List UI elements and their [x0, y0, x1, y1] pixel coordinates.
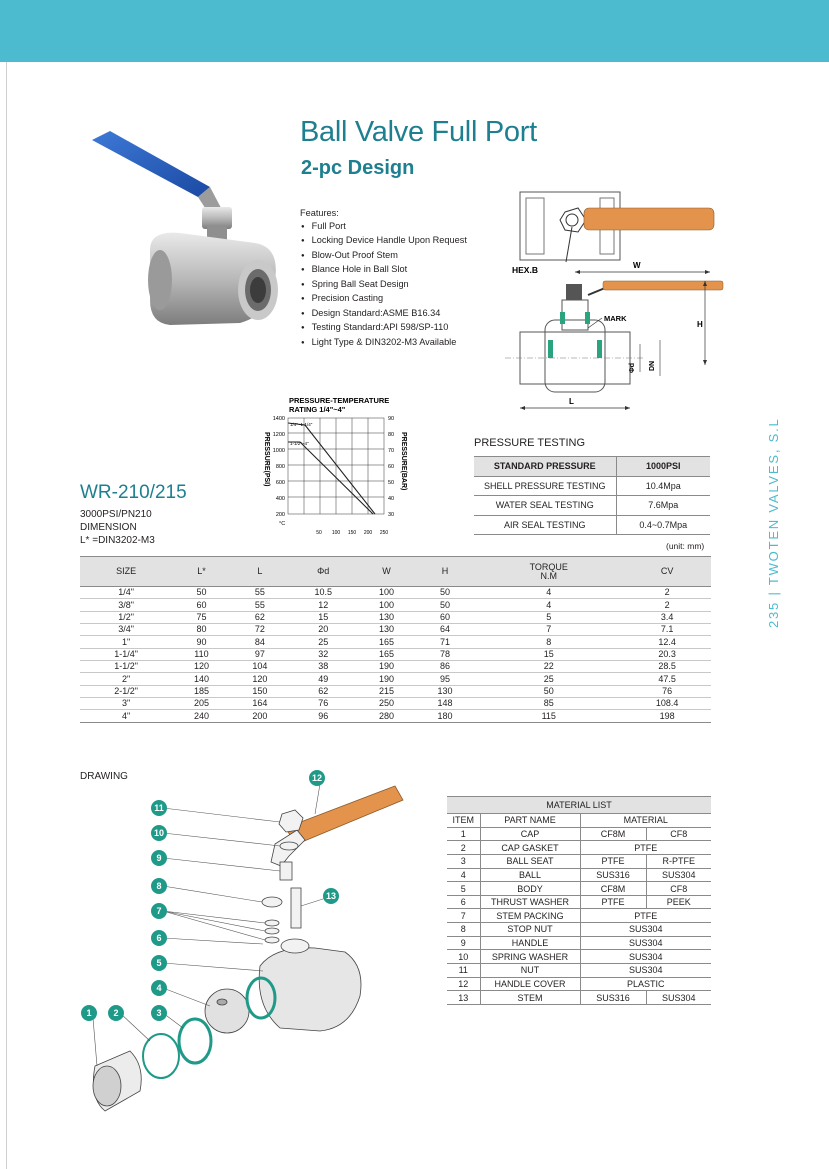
hex-label: HEX.B: [512, 265, 538, 275]
table-cell: 75: [172, 611, 230, 623]
table-cell: 55: [231, 599, 289, 611]
callout-8: [151, 878, 167, 894]
table-cell: 1/4": [80, 587, 172, 599]
pressure-testing-heading: PRESSURE TESTING: [474, 437, 586, 449]
table-cell: 47.5: [623, 673, 711, 685]
table-cell: 1: [447, 827, 480, 841]
table-cell: 148: [416, 698, 474, 710]
psi-tick: 200: [275, 512, 285, 518]
material-list-table: [447, 796, 711, 1005]
table-row: [80, 587, 711, 599]
bar-tick: 80: [388, 432, 395, 438]
table-cell: 95: [416, 673, 474, 685]
callout-7: [151, 903, 167, 919]
table-cell: 8: [447, 923, 480, 937]
pd-label: Φd: [629, 362, 636, 373]
table-cell: SUS316: [580, 868, 646, 882]
table-cell: 86: [416, 661, 474, 673]
pressure-testing-table: [474, 456, 710, 535]
table-row: [447, 936, 711, 950]
table-cell: 55: [231, 587, 289, 599]
bar-axis-label: PRESSURE(BAR): [400, 432, 407, 491]
table-cell: 96: [289, 710, 357, 722]
table-cell: 76: [623, 685, 711, 697]
bar-tick: 90: [388, 416, 395, 422]
table-row: [447, 923, 711, 937]
column-header: Φd: [289, 557, 357, 587]
pressure-temperature-chart: [255, 392, 415, 542]
table-cell: NUT: [480, 964, 580, 978]
table-row: SHELL PRESSURE TESTING 10.4Mpa: [474, 476, 710, 496]
table-cell: 2: [623, 599, 711, 611]
pt-line-large: [288, 442, 373, 514]
table-cell: 49: [289, 673, 357, 685]
features-list: [300, 220, 467, 351]
svg-text:7: 7: [156, 906, 162, 916]
table-cell: 50: [416, 599, 474, 611]
table-cell: 4: [447, 868, 480, 882]
dimension-label: DIMENSION: [80, 522, 137, 533]
table-cell: 20.3: [623, 648, 711, 660]
table-row: [80, 710, 711, 722]
table-cell: CAP GASKET: [480, 841, 580, 855]
table-cell: 150: [231, 685, 289, 697]
feature-item: ● Spring Ball Seat Design: [300, 278, 467, 293]
table-cell: 115: [474, 710, 623, 722]
callout-12: [309, 770, 325, 786]
table-cell: 50: [474, 685, 623, 697]
table-cell: 130: [357, 611, 415, 623]
feature-item: ● Full Port: [300, 220, 467, 235]
table-cell: 38: [289, 661, 357, 673]
table-cell: 76: [289, 698, 357, 710]
table-cell: 25: [289, 636, 357, 648]
table-row: [447, 841, 711, 855]
table-row: [447, 854, 711, 868]
table-cell: 60: [172, 599, 230, 611]
table-cell: 200: [231, 710, 289, 722]
unit-note: (unit: mm): [666, 541, 705, 551]
svg-text:12: 12: [311, 773, 323, 783]
feature-item: ● Blow-Out Proof Stem: [300, 249, 467, 264]
table-row: [80, 599, 711, 611]
temp-unit: °C: [279, 521, 286, 527]
table-cell: 13: [447, 991, 480, 1005]
table-cell: 7: [447, 909, 480, 923]
mark-label: MARK: [604, 314, 627, 323]
psi-tick: 800: [275, 464, 285, 470]
table-row: [80, 698, 711, 710]
page-subtitle: 2-pc Design: [301, 157, 415, 179]
table-cell: 190: [357, 661, 415, 673]
l-label: L: [569, 397, 574, 406]
table-cell: 11: [447, 964, 480, 978]
table-row: [447, 964, 711, 978]
svg-text:2: 2: [113, 1008, 119, 1018]
table-cell: 85: [474, 698, 623, 710]
callout-5: [151, 955, 167, 971]
table-row: [447, 827, 711, 841]
table-cell: SUS304: [646, 868, 711, 882]
pt-line-small: [288, 423, 375, 514]
bar-tick: 50: [388, 480, 395, 486]
table-cell: 120: [231, 673, 289, 685]
table-cell: 50: [172, 587, 230, 599]
table-row: [80, 648, 711, 660]
feature-item: ● Design Standard:ASME B16.34: [300, 307, 467, 322]
table-cell: STOP NUT: [480, 923, 580, 937]
exploded-view-drawing: [75, 766, 455, 1116]
feature-item: ● Precision Casting: [300, 292, 467, 307]
table-cell: 32: [289, 648, 357, 660]
table-cell: 7: [474, 624, 623, 636]
table-cell: 12: [447, 977, 480, 991]
svg-text:13: 13: [325, 891, 337, 901]
table-cell: 71: [416, 636, 474, 648]
table-cell: 130: [416, 685, 474, 697]
table-cell: 140: [172, 673, 230, 685]
table-cell: 250: [357, 698, 415, 710]
table-row: [447, 909, 711, 923]
psi-tick: 600: [275, 480, 285, 486]
psi-tick: 1400: [272, 416, 285, 422]
bar-tick: 40: [388, 496, 395, 502]
table-cell: 50: [416, 587, 474, 599]
side-page-label: 235 | TWOTEN VALVES, S.L: [766, 417, 781, 628]
svg-text:6: 6: [156, 933, 162, 943]
table-cell: 215: [357, 685, 415, 697]
table-cell: STEM: [480, 991, 580, 1005]
table-cell: STEM PACKING: [480, 909, 580, 923]
pt-chart-subtitle: RATING 1/4"~4": [289, 405, 346, 414]
pt-chart-title: PRESSURE-TEMPERATURE: [289, 396, 390, 405]
temp-tick: 100: [331, 530, 341, 536]
table-cell: PTFE: [580, 854, 646, 868]
table-cell: CF8M: [580, 827, 646, 841]
table-cell: 3/4": [80, 624, 172, 636]
dimension-drawing: [500, 180, 740, 420]
table-cell: 62: [231, 611, 289, 623]
table-cell: 10.5: [289, 587, 357, 599]
svg-text:10: 10: [153, 828, 165, 838]
psi-axis-label: PRESSURE(PSI): [263, 432, 270, 487]
table-cell: 185: [172, 685, 230, 697]
svg-text:3: 3: [156, 1008, 162, 1018]
table-cell: 2: [447, 841, 480, 855]
dn-label: DN: [649, 360, 656, 371]
table-cell: 12.4: [623, 636, 711, 648]
table-cell: CF8: [646, 827, 711, 841]
header-bar: [0, 0, 829, 62]
column-header: CV: [623, 557, 711, 587]
features-block: [300, 207, 467, 350]
table-cell: BODY: [480, 882, 580, 896]
table-cell: 1-1/4": [80, 648, 172, 660]
page-title: Ball Valve Full Port: [300, 116, 537, 148]
table-cell: SUS304: [580, 964, 711, 978]
callout-3: [151, 1005, 167, 1021]
callout-2: [108, 1005, 124, 1021]
table-cell: THRUST WASHER: [480, 895, 580, 909]
table-cell: CAP: [480, 827, 580, 841]
table-cell: SUS304: [580, 936, 711, 950]
column-header: W: [357, 557, 415, 587]
pt-line1-label: 1/4"~1-1/4": [290, 422, 313, 427]
din-note: L* =DIN3202-M3: [80, 535, 155, 546]
model-spec: [80, 508, 155, 547]
callout-11: [151, 800, 167, 816]
column-header: L*: [172, 557, 230, 587]
table-cell: HANDLE COVER: [480, 977, 580, 991]
table-cell: R-PTFE: [646, 854, 711, 868]
table-cell: 80: [172, 624, 230, 636]
table-row: [80, 624, 711, 636]
table-cell: PTFE: [580, 841, 711, 855]
table-cell: PTFE: [580, 909, 711, 923]
callout-4: [151, 980, 167, 996]
table-cell: 2: [623, 587, 711, 599]
table-cell: CF8M: [580, 882, 646, 896]
table-cell: 90: [172, 636, 230, 648]
table-cell: 104: [231, 661, 289, 673]
callout-10: [151, 825, 167, 841]
pressure-rating: 3000PSI/PN210: [80, 509, 152, 520]
table-row: [447, 882, 711, 896]
table-cell: 3.4: [623, 611, 711, 623]
column-header: L: [231, 557, 289, 587]
table-cell: 1/2": [80, 611, 172, 623]
callout-6: [151, 930, 167, 946]
table-cell: 190: [357, 673, 415, 685]
table-cell: 3: [447, 854, 480, 868]
table-cell: 25: [474, 673, 623, 685]
table-cell: 110: [172, 648, 230, 660]
psi-tick: 1200: [272, 432, 285, 438]
material-list-title: MATERIAL LIST: [447, 797, 711, 814]
table-row: [80, 661, 711, 673]
table-cell: 165: [357, 636, 415, 648]
callout-1: [81, 1005, 97, 1021]
table-cell: BALL: [480, 868, 580, 882]
table-row: [447, 895, 711, 909]
table-cell: 2-1/2": [80, 685, 172, 697]
table-cell: PLASTIC: [580, 977, 711, 991]
table-cell: 4": [80, 710, 172, 722]
h-label: H: [697, 320, 703, 329]
table-cell: 6: [447, 895, 480, 909]
temp-tick: 150: [347, 530, 357, 536]
table-row: [80, 611, 711, 623]
table-cell: 78: [416, 648, 474, 660]
table-row: [447, 868, 711, 882]
w-label: W: [633, 261, 641, 270]
table-cell: 5: [474, 611, 623, 623]
drawing-label: DRAWING: [80, 771, 128, 782]
psi-tick: 1000: [272, 448, 285, 454]
material-list-header-row: ITEM PART NAME MATERIAL: [447, 814, 711, 828]
table-cell: HANDLE: [480, 936, 580, 950]
table-cell: 7.1: [623, 624, 711, 636]
temp-tick: 200: [363, 530, 373, 536]
table-cell: 15: [289, 611, 357, 623]
callout-9: [151, 850, 167, 866]
table-row: [447, 977, 711, 991]
table-cell: 64: [416, 624, 474, 636]
svg-text:9: 9: [156, 853, 162, 863]
svg-text:8: 8: [156, 881, 162, 891]
table-row: STANDARD PRESSURE 1000PSI: [474, 457, 710, 477]
temp-tick: 50: [316, 530, 322, 536]
table-cell: 20: [289, 624, 357, 636]
table-cell: SUS316: [580, 991, 646, 1005]
bar-tick: 60: [388, 464, 395, 470]
model-code: WR-210/215: [80, 482, 187, 503]
callout-13: [323, 888, 339, 904]
pt-line2-label: 1-1/2"~4": [290, 441, 309, 446]
column-header: SIZE: [80, 557, 172, 587]
table-row: [80, 673, 711, 685]
table-cell: 1-1/2": [80, 661, 172, 673]
features-heading: Features:: [300, 208, 339, 218]
table-cell: 5: [447, 882, 480, 896]
bar-tick: 70: [388, 448, 395, 454]
svg-text:4: 4: [156, 983, 162, 993]
table-header-row: [80, 557, 711, 587]
valve-handle-grip: [92, 131, 210, 197]
table-cell: 4: [474, 599, 623, 611]
table-cell: 60: [416, 611, 474, 623]
table-cell: 180: [416, 710, 474, 722]
table-cell: 8: [474, 636, 623, 648]
table-cell: SPRING WASHER: [480, 950, 580, 964]
table-cell: 15: [474, 648, 623, 660]
svg-text:1: 1: [86, 1008, 92, 1018]
feature-item: ● Testing Standard:API 598/SP-110: [300, 321, 467, 336]
table-row: [447, 991, 711, 1005]
column-header: TORQUE N.M: [474, 557, 623, 587]
table-cell: SUS304: [580, 923, 711, 937]
table-cell: 12: [289, 599, 357, 611]
column-header: H: [416, 557, 474, 587]
product-photo: [80, 125, 290, 345]
temp-tick: 250: [379, 530, 389, 536]
dimension-table: [80, 556, 711, 723]
psi-tick: 400: [275, 496, 285, 502]
table-cell: 240: [172, 710, 230, 722]
table-cell: 4: [474, 587, 623, 599]
table-row: [447, 950, 711, 964]
table-cell: 130: [357, 624, 415, 636]
page-edge-rule: [6, 62, 7, 1169]
table-cell: 205: [172, 698, 230, 710]
table-cell: 2": [80, 673, 172, 685]
table-cell: BALL SEAT: [480, 854, 580, 868]
table-cell: PTFE: [580, 895, 646, 909]
table-cell: 165: [357, 648, 415, 660]
table-cell: 100: [357, 599, 415, 611]
table-cell: 280: [357, 710, 415, 722]
table-cell: 72: [231, 624, 289, 636]
table-cell: 100: [357, 587, 415, 599]
table-cell: 84: [231, 636, 289, 648]
table-cell: 62: [289, 685, 357, 697]
table-row: AIR SEAL TESTING 0.4~0.7Mpa: [474, 515, 710, 535]
svg-text:11: 11: [154, 803, 164, 813]
table-cell: 9: [447, 936, 480, 950]
table-cell: SUS304: [580, 950, 711, 964]
table-row: WATER SEAL TESTING 7.6Mpa: [474, 496, 710, 516]
table-cell: CF8: [646, 882, 711, 896]
table-cell: PEEK: [646, 895, 711, 909]
table-cell: 1": [80, 636, 172, 648]
feature-item: ● Locking Device Handle Upon Request: [300, 234, 467, 249]
table-cell: 28.5: [623, 661, 711, 673]
material-list-title-row: [447, 797, 711, 814]
table-cell: 3": [80, 698, 172, 710]
table-row: [80, 636, 711, 648]
bar-tick: 30: [388, 512, 395, 518]
table-row: [80, 685, 711, 697]
table-cell: 198: [623, 710, 711, 722]
table-cell: 3/8": [80, 599, 172, 611]
table-cell: 22: [474, 661, 623, 673]
feature-item: ● Light Type & DIN3202-M3 Available: [300, 336, 467, 351]
table-cell: 10: [447, 950, 480, 964]
table-cell: SUS304: [646, 991, 711, 1005]
table-cell: 97: [231, 648, 289, 660]
svg-text:5: 5: [156, 958, 162, 968]
table-cell: 108.4: [623, 698, 711, 710]
table-cell: 120: [172, 661, 230, 673]
table-cell: 164: [231, 698, 289, 710]
feature-item: ● Blance Hole in Ball Slot: [300, 263, 467, 278]
